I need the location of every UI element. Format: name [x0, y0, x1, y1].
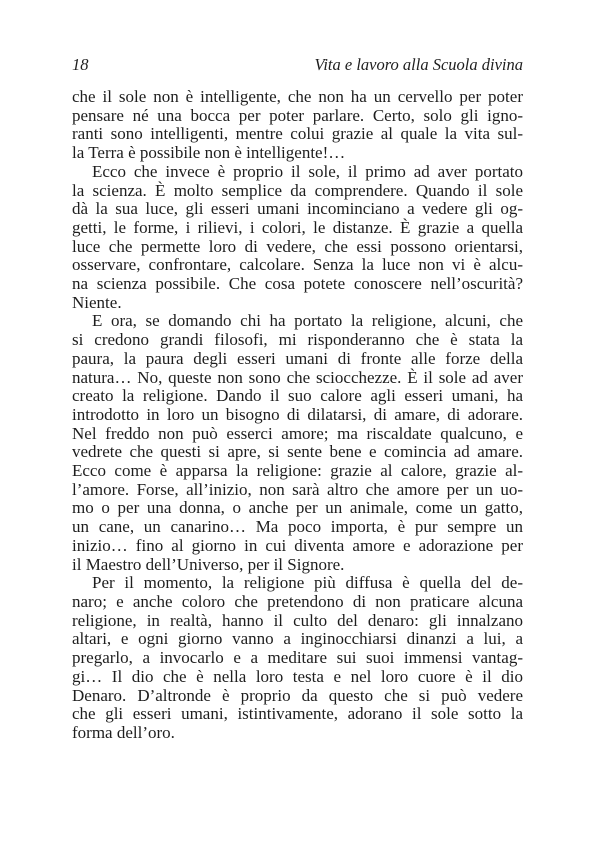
text-line: il Maestro dell’Universo, per il Signore. — [72, 554, 345, 574]
text-line: Denaro. D’altronde è proprio da questo che si può vedere — [72, 685, 523, 705]
text-line: getti, le forme, i rilievi, i colori, le distanze. È grazie a quella — [72, 217, 523, 237]
text-line: naro; e anche coloro che pretendono di non praticare alcuna — [72, 591, 523, 611]
text-line: osservare, confrontare, calcolare. Senza la luce non vi è alcu- — [72, 255, 523, 275]
text-line: l’amore. Forse, all’inizio, non sarà altro che amore per un uo- — [72, 479, 523, 499]
text-line: la scienza. È molto semplice da comprendere. Quando il sole — [72, 180, 523, 200]
text-line: dà la sua luce, gli esseri umani incominciano a vedere gli og- — [72, 199, 523, 219]
text-line: la Terra è possibile non è intelligente!… — [72, 143, 346, 163]
text-line: paura, la paura degli esseri umani di fronte alle forze della — [72, 348, 523, 368]
text-line: E ora, se domando chi ha portato la religione, alcuni, che — [92, 311, 523, 331]
text-line: pensare né una bocca per poter parlare. Certo, solo gli igno- — [72, 105, 523, 125]
page-body — [72, 88, 523, 743]
page-number: 18 — [72, 55, 89, 74]
paragraph — [72, 88, 523, 163]
text-line: si credono grandi filosofi, mi risponderanno che è stata la — [72, 330, 523, 350]
text-line: Nel freddo non può esserci amore; ma riscaldate qualcuno, e — [72, 423, 523, 443]
text-line: ranti sono intelligenti, mentre colui grazie al quale la vita sul- — [72, 124, 523, 144]
text-line: pregarlo, a invocarlo e a meditare sui suoi immensi vantag- — [72, 648, 523, 668]
running-title: Vita e lavoro alla Scuola divina — [314, 55, 523, 74]
paragraph — [72, 163, 523, 313]
text-line: introdotto in loro un bisogno di dilatarsi, di amare, di adorare. — [72, 404, 523, 424]
page-header — [72, 55, 523, 75]
text-line: Ecco che invece è proprio il sole, il primo ad aver portato — [92, 161, 523, 181]
text-line: vedrete che questi si apre, si sente bene e comincia ad amare. — [72, 442, 523, 462]
text-line: religione, in realtà, hanno il culto del denaro: gli innalzano — [72, 610, 523, 630]
text-line: forma dell’oro. — [72, 722, 175, 742]
text-line: inizio… fino al giorno in cui diventa amore e adorazione per — [72, 535, 523, 555]
text-line: gi… Il dio che è nella loro testa e nel loro cuore è il dio — [72, 666, 523, 686]
text-line: luce che permette loro di vedere, che essi possono orientarsi, — [72, 236, 523, 256]
text-line: mo o per una donna, o anche per un animale, come un gatto, — [72, 498, 523, 518]
text-line: natura… No, queste non sono che sciocchezze. È il sole ad aver — [72, 367, 523, 387]
text-line: altari, e ogni giorno vanno a inginocchiarsi dinanzi a lui, a — [72, 629, 523, 649]
text-line: na scienza possibile. Che cosa potete conoscere nell’oscurità? — [72, 274, 523, 294]
paragraph — [72, 312, 523, 574]
text-line: Ecco come è apparsa la religione: grazie al calore, grazie al- — [72, 461, 523, 481]
text-line: Per il momento, la religione più diffusa è quella del de- — [92, 573, 523, 593]
text-line: Niente. — [72, 292, 122, 312]
text-line: che il sole non è intelligente, che non ha un cervello per poter — [72, 87, 523, 106]
text-line: che gli esseri umani, istintivamente, adorano il sole sotto la — [72, 704, 523, 724]
text-line: un cane, un canarino… Ma poco importa, è pur sempre un — [72, 517, 523, 537]
text-line: creato la religione. Dando il suo calore agli esseri umani, ha — [72, 386, 523, 406]
paragraph — [72, 574, 523, 742]
